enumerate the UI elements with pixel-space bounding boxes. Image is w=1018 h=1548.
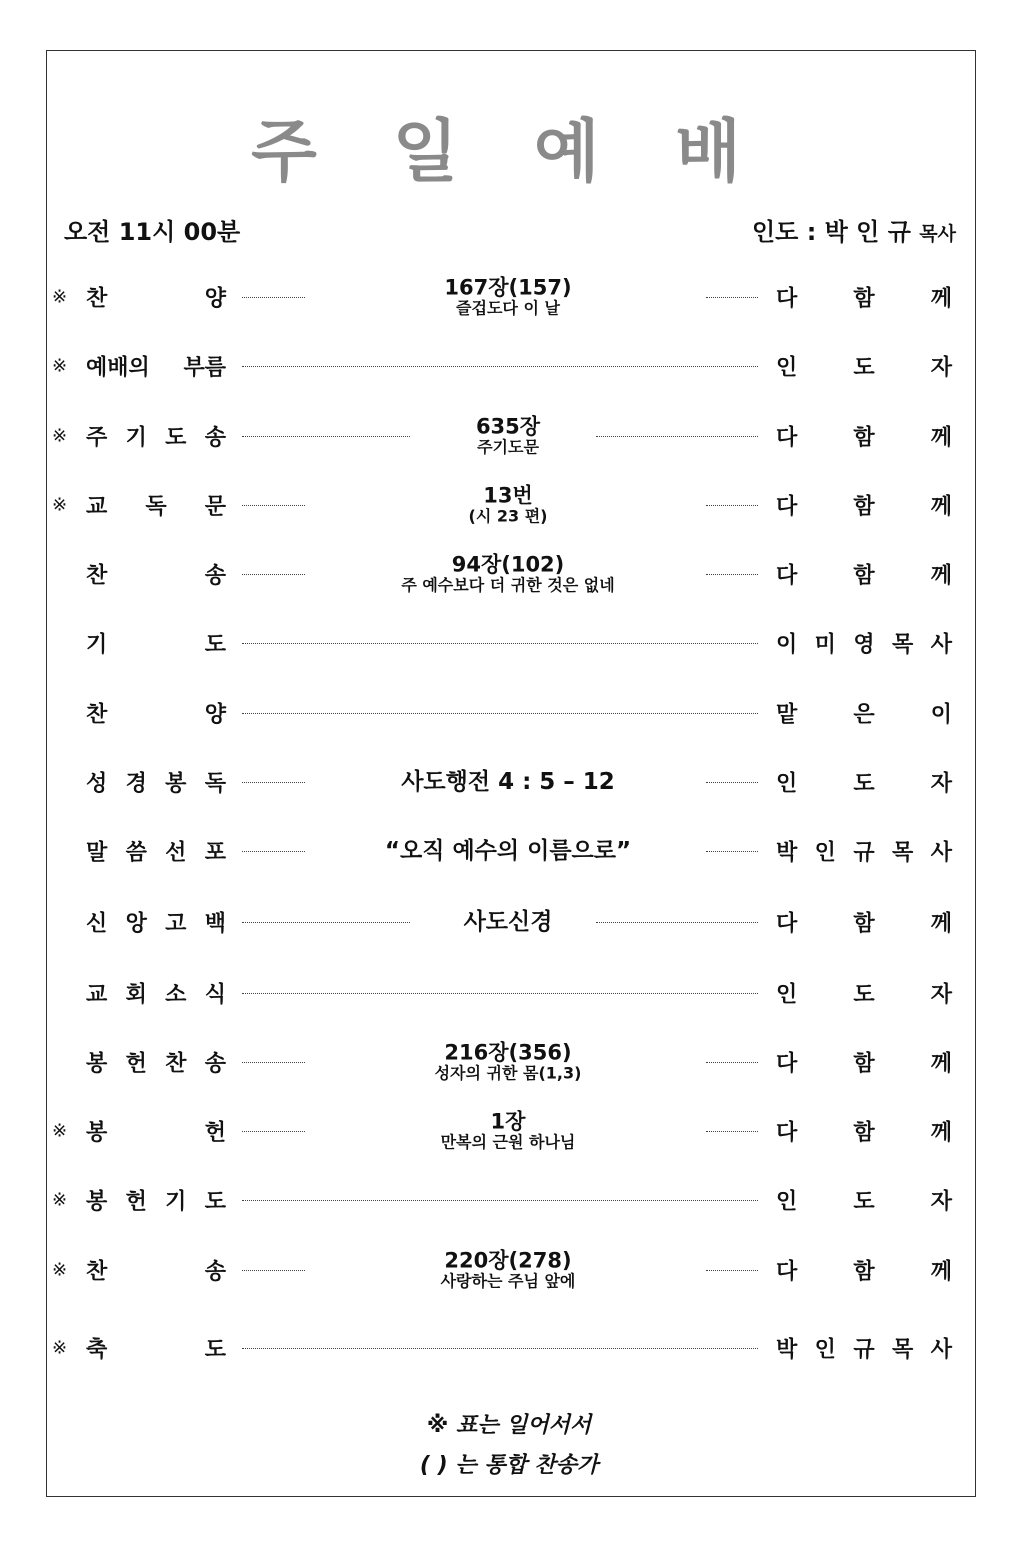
dotted-leader-line xyxy=(706,1062,758,1063)
standing-mark: ※ xyxy=(52,1259,68,1281)
item-detail xyxy=(310,276,706,319)
page-title: 주 일 예 배 xyxy=(251,113,767,192)
item-main-text: 635장 xyxy=(475,414,541,439)
footer-note-hymnal: ( ) 는 통합 찬송가 xyxy=(419,1453,599,1478)
item-label: 성 경 봉 독 xyxy=(86,771,226,797)
standing-mark: ※ xyxy=(52,1120,68,1142)
item-main-text: 1장 xyxy=(490,1109,526,1134)
worship-item-row xyxy=(0,613,1018,673)
item-label: 찬 양 xyxy=(86,702,226,728)
item-main-text: “오직 예수의 이름으로” xyxy=(384,837,632,864)
dotted-leader-line xyxy=(242,643,758,644)
worship-item-row xyxy=(0,267,1018,327)
worship-item-row xyxy=(0,752,1018,812)
item-person: 인 도 자 xyxy=(776,1189,952,1215)
standing-mark: ※ xyxy=(52,1337,68,1359)
item-sub-text: 사랑하는 주님 앞에 xyxy=(440,1271,576,1291)
worship-item-row xyxy=(0,821,1018,881)
worship-item-row xyxy=(0,963,1018,1023)
item-detail xyxy=(310,1110,706,1153)
item-person: 다 함 께 xyxy=(776,425,952,451)
worship-item-row xyxy=(0,1170,1018,1230)
item-person: 인 도 자 xyxy=(776,982,952,1008)
dotted-leader-line xyxy=(706,851,758,852)
item-detail xyxy=(310,1041,706,1084)
leader-suffix: 목사 xyxy=(919,223,956,245)
worship-item-row xyxy=(0,1318,1018,1378)
standing-mark: ※ xyxy=(52,286,68,308)
dotted-leader-line xyxy=(242,782,305,783)
item-label: 교 회 소 식 xyxy=(86,982,226,1008)
item-label: 교 독 문 xyxy=(86,494,226,520)
item-person: 다 함 께 xyxy=(776,286,952,312)
item-detail xyxy=(310,909,706,935)
dotted-leader-line xyxy=(242,366,758,367)
item-label: 찬 양 xyxy=(86,286,226,312)
item-label: 찬 송 xyxy=(86,563,226,589)
item-sub-text: 즐겁도다 이 날 xyxy=(456,298,560,318)
item-detail xyxy=(310,769,706,795)
item-detail xyxy=(310,484,706,527)
dotted-leader-line xyxy=(242,1200,758,1201)
service-leader xyxy=(752,212,956,247)
dotted-leader-line xyxy=(242,1270,305,1271)
dotted-leader-line xyxy=(242,851,305,852)
dotted-leader-line xyxy=(242,993,758,994)
item-label: 축 도 xyxy=(86,1337,226,1363)
worship-item-row xyxy=(0,1240,1018,1300)
item-label: 예배의 부름 xyxy=(86,355,226,381)
worship-item-row xyxy=(0,544,1018,604)
item-label: 신 앙 고 백 xyxy=(86,911,226,937)
item-main-text: 167장(157) xyxy=(444,275,572,300)
service-time: 오전 11시 00분 xyxy=(64,218,241,246)
item-person: 다 함 께 xyxy=(776,494,952,520)
item-label: 봉 헌 기 도 xyxy=(86,1189,226,1215)
item-sub-text: 성자의 귀한 몸(1,3) xyxy=(434,1063,582,1083)
item-person: 다 함 께 xyxy=(776,1051,952,1077)
item-person: 다 함 께 xyxy=(776,911,952,937)
standing-mark: ※ xyxy=(52,355,68,377)
item-sub-text: 주기도문 xyxy=(477,437,539,457)
item-main-text: 13번 xyxy=(483,483,533,508)
leader-label: 인도 : 박 인 규 xyxy=(751,218,911,246)
item-person: 박 인 규 목 사 xyxy=(776,840,952,866)
item-label: 기 도 xyxy=(86,632,226,658)
worship-item-row xyxy=(0,1101,1018,1161)
dotted-leader-line xyxy=(706,574,758,575)
item-main-text: 220장(278) xyxy=(444,1248,572,1273)
item-detail xyxy=(310,838,706,864)
item-main-text: 94장(102) xyxy=(451,552,565,577)
item-main-text: 사도행전 4 : 5 – 12 xyxy=(401,768,615,795)
item-person: 다 함 께 xyxy=(776,1259,952,1285)
worship-item-row xyxy=(0,1032,1018,1092)
footer-note-standing: ※ 표는 일어서서 xyxy=(426,1413,592,1438)
item-sub-text: 주 예수보다 더 귀한 것은 없네 xyxy=(401,575,615,595)
dotted-leader-line xyxy=(242,1062,305,1063)
dotted-leader-line xyxy=(706,297,758,298)
item-detail xyxy=(310,415,706,458)
dotted-leader-line xyxy=(242,297,305,298)
worship-item-row xyxy=(0,892,1018,952)
dotted-leader-line xyxy=(242,1348,758,1349)
item-main-text: 216장(356) xyxy=(444,1040,572,1065)
dotted-leader-line xyxy=(242,505,305,506)
worship-item-row xyxy=(0,683,1018,743)
standing-mark: ※ xyxy=(52,494,68,516)
item-label: 봉 헌 찬 송 xyxy=(86,1051,226,1077)
item-person: 인 도 자 xyxy=(776,771,952,797)
dotted-leader-line xyxy=(242,574,305,575)
item-sub-text: 만복의 근원 하나님 xyxy=(440,1132,576,1152)
item-person: 맡 은 이 xyxy=(776,702,952,728)
dotted-leader-line xyxy=(706,1270,758,1271)
item-label: 말 씀 선 포 xyxy=(86,840,226,866)
item-sub-text: (시 23 편) xyxy=(468,506,548,526)
worship-item-row xyxy=(0,406,1018,466)
item-label: 봉 헌 xyxy=(86,1120,226,1146)
item-main-text: 사도신경 xyxy=(463,908,553,935)
item-detail xyxy=(310,553,706,596)
standing-mark: ※ xyxy=(52,425,68,447)
item-person: 인 도 자 xyxy=(776,355,952,381)
item-detail xyxy=(310,1249,706,1292)
item-label: 찬 송 xyxy=(86,1259,226,1285)
item-person: 다 함 께 xyxy=(776,563,952,589)
item-person: 이 미 영 목 사 xyxy=(776,632,952,658)
worship-item-row xyxy=(0,336,1018,396)
standing-mark: ※ xyxy=(52,1189,68,1211)
item-person: 박 인 규 목 사 xyxy=(776,1337,952,1363)
item-person: 다 함 께 xyxy=(776,1120,952,1146)
dotted-leader-line xyxy=(706,782,758,783)
worship-item-row xyxy=(0,475,1018,535)
dotted-leader-line xyxy=(242,1131,305,1132)
item-label: 주 기 도 송 xyxy=(86,425,226,451)
dotted-leader-line xyxy=(706,505,758,506)
dotted-leader-line xyxy=(242,713,758,714)
dotted-leader-line xyxy=(706,1131,758,1132)
